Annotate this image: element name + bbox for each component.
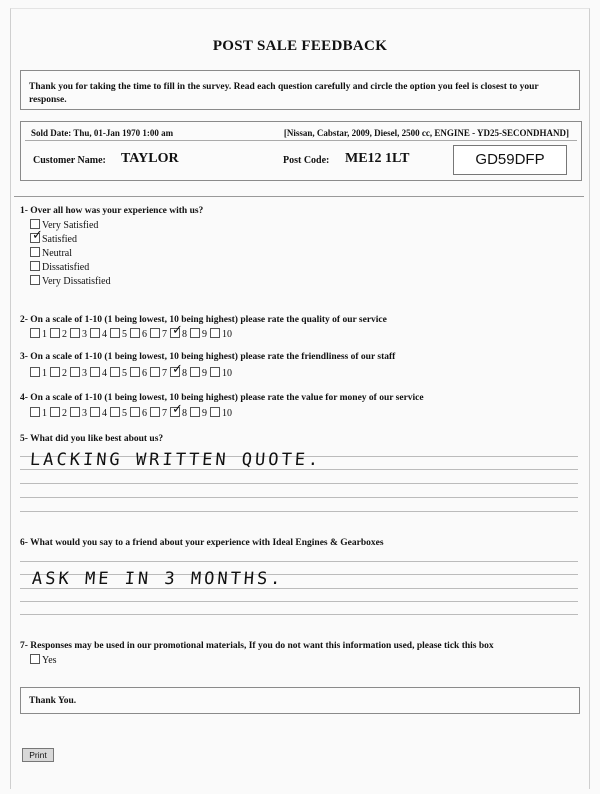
- checkbox[interactable]: [150, 328, 160, 338]
- customer-name-label: Customer Name:: [33, 155, 106, 166]
- checkbox[interactable]: [90, 328, 100, 338]
- checkbox[interactable]: [70, 407, 80, 417]
- thank-you-box: [20, 687, 580, 714]
- details-divider: [25, 140, 577, 141]
- checkbox[interactable]: [70, 328, 80, 338]
- checkbox[interactable]: [90, 367, 100, 377]
- q1-option-label: Very Satisfied: [42, 220, 99, 231]
- rating-option[interactable]: [90, 328, 107, 340]
- checkbox[interactable]: [190, 328, 200, 338]
- answer-line: [20, 497, 578, 498]
- rating-label: 8: [182, 329, 187, 340]
- intro-box: [20, 70, 580, 110]
- checkbox[interactable]: [110, 367, 120, 377]
- thank-you-text: Thank You.: [29, 696, 77, 706]
- rating-label: 8: [182, 368, 187, 379]
- checkbox[interactable]: [130, 367, 140, 377]
- rating-option[interactable]: [90, 407, 107, 419]
- checkbox[interactable]: [30, 275, 40, 285]
- rating-label: 9: [202, 368, 207, 379]
- checkbox[interactable]: [170, 402, 183, 417]
- checkbox[interactable]: [130, 407, 140, 417]
- q4-rating-scale: [30, 402, 235, 419]
- rating-label: 10: [222, 329, 232, 340]
- q1-option[interactable]: [30, 261, 89, 274]
- rating-option[interactable]: [150, 367, 167, 379]
- checkbox[interactable]: [150, 407, 160, 417]
- rating-option[interactable]: [150, 407, 167, 419]
- rating-option[interactable]: [150, 328, 167, 340]
- rating-label: 2: [62, 368, 67, 379]
- answer-line: [20, 561, 578, 562]
- rating-label: 10: [222, 408, 232, 419]
- rating-option[interactable]: [190, 367, 207, 379]
- checkbox[interactable]: [170, 323, 183, 338]
- rating-label: 6: [142, 329, 147, 340]
- checkbox[interactable]: [70, 367, 80, 377]
- checkbox[interactable]: [50, 407, 60, 417]
- rating-option[interactable]: [70, 407, 87, 419]
- rating-option[interactable]: [210, 407, 232, 419]
- checkmark-icon: ✓: [172, 402, 183, 417]
- rating-label: 1: [42, 368, 47, 379]
- question-1: 1- Over all how was your experience with us?: [20, 206, 204, 216]
- rating-option[interactable]: [110, 328, 127, 340]
- rating-option[interactable]: [30, 328, 47, 340]
- checkbox[interactable]: [30, 261, 40, 271]
- sold-date: Sold Date: Thu, 01-Jan 1970 1:00 am: [31, 128, 174, 138]
- rating-option[interactable]: [130, 367, 147, 379]
- checkbox[interactable]: [190, 407, 200, 417]
- checkmark-icon: ✓: [32, 228, 43, 243]
- rating-label: 1: [42, 329, 47, 340]
- post-code-value: ME12 1LT: [345, 151, 410, 166]
- answer-line: [20, 483, 578, 484]
- checkbox[interactable]: [210, 407, 220, 417]
- checkbox[interactable]: [110, 328, 120, 338]
- rating-label: 7: [162, 368, 167, 379]
- checkbox[interactable]: [110, 407, 120, 417]
- checkbox[interactable]: [190, 367, 200, 377]
- rating-label: 8: [182, 408, 187, 419]
- rating-label: 1: [42, 408, 47, 419]
- rating-label: 6: [142, 368, 147, 379]
- checkbox[interactable]: [170, 362, 183, 377]
- rating-label: 5: [122, 368, 127, 379]
- rating-label: 4: [102, 368, 107, 379]
- checkbox[interactable]: [30, 407, 40, 417]
- question-6: 6- What would you say to a friend about your experience with Ideal Engines & Gearboxes: [20, 538, 384, 548]
- rating-label: 3: [82, 368, 87, 379]
- q1-option-label: Satisfied: [42, 234, 77, 245]
- q1-option-label: Neutral: [42, 248, 72, 259]
- rating-option[interactable]: [170, 402, 187, 419]
- q7-option-label: Yes: [42, 655, 57, 666]
- rating-option[interactable]: [90, 367, 107, 379]
- rating-label: 9: [202, 329, 207, 340]
- question-3: 3- On a scale of 1-10 (1 being lowest, 10 being highest) please rate the friendliness of our staff: [20, 352, 396, 362]
- registration-plate: GD59DFP: [453, 145, 567, 175]
- rating-label: 5: [122, 408, 127, 419]
- q1-option-label: Dissatisfied: [42, 262, 90, 273]
- question-4: 4- On a scale of 1-10 (1 being lowest, 10 being highest) please rate the value for money of our service: [20, 393, 424, 403]
- rating-option[interactable]: [30, 367, 47, 379]
- checkbox[interactable]: [50, 367, 60, 377]
- rating-option[interactable]: [130, 328, 147, 340]
- checkbox[interactable]: [30, 247, 40, 257]
- checkbox[interactable]: [50, 328, 60, 338]
- rating-option[interactable]: [50, 367, 67, 379]
- rating-label: 2: [62, 329, 67, 340]
- rating-option[interactable]: [170, 323, 187, 340]
- rating-option[interactable]: [130, 407, 147, 419]
- q7-option-yes[interactable]: [30, 654, 57, 667]
- q1-option[interactable]: [30, 228, 77, 246]
- answer-line: [20, 511, 578, 512]
- rating-label: 4: [102, 408, 107, 419]
- rating-label: 9: [202, 408, 207, 419]
- rating-label: 3: [82, 329, 87, 340]
- checkbox[interactable]: [30, 654, 40, 664]
- q3-rating-scale: [30, 362, 235, 379]
- section-divider: [14, 196, 584, 197]
- q2-rating-scale: [30, 323, 235, 340]
- question-5: 5- What did you like best about us?: [20, 434, 164, 444]
- vehicle-description: [Nissan, Cabstar, 2009, Diesel, 2500 cc, ENGINE - YD25-SECONDHAND]: [283, 128, 569, 138]
- rating-label: 3: [82, 408, 87, 419]
- form-title: POST SALE FEEDBACK: [212, 38, 388, 54]
- rating-label: 10: [222, 368, 232, 379]
- q5-handwritten-answer[interactable]: LACKING WRITTEN QUOTE.: [29, 450, 322, 470]
- checkmark-icon: ✓: [172, 323, 183, 338]
- rating-label: 5: [122, 329, 127, 340]
- customer-name-value: TAYLOR: [121, 151, 179, 166]
- q1-option[interactable]: [30, 247, 72, 260]
- rating-label: 6: [142, 408, 147, 419]
- rating-option[interactable]: [110, 367, 127, 379]
- checkbox[interactable]: [150, 367, 160, 377]
- checkbox[interactable]: [30, 367, 40, 377]
- question-7: 7- Responses may be used in our promotional materials, If you do not want this information used, please tick this box: [20, 641, 494, 651]
- rating-option[interactable]: [210, 328, 232, 340]
- rating-option[interactable]: [170, 362, 187, 379]
- answer-line: [20, 601, 578, 602]
- sale-details-box: [20, 121, 582, 181]
- checkmark-icon: ✓: [172, 362, 183, 377]
- rating-option[interactable]: [50, 328, 67, 340]
- answer-line: [20, 614, 578, 615]
- rating-label: 4: [102, 329, 107, 340]
- checkbox[interactable]: [90, 407, 100, 417]
- q6-handwritten-answer[interactable]: ASK ME IN 3 MONTHS.: [31, 569, 285, 589]
- question-2: 2- On a scale of 1-10 (1 being lowest, 10 being highest) please rate the quality of our service: [20, 315, 387, 325]
- checkbox[interactable]: [210, 328, 220, 338]
- q1-option-label: Very Dissatisfied: [42, 276, 111, 287]
- rating-option[interactable]: [210, 367, 232, 379]
- rating-label: 7: [162, 329, 167, 340]
- rating-option[interactable]: [190, 407, 207, 419]
- rating-option[interactable]: [190, 328, 207, 340]
- checkbox[interactable]: [210, 367, 220, 377]
- q1-option[interactable]: [30, 275, 111, 288]
- rating-option[interactable]: [50, 407, 67, 419]
- rating-option[interactable]: [30, 407, 47, 419]
- post-code-label: Post Code:: [283, 155, 330, 166]
- rating-option[interactable]: [70, 367, 87, 379]
- checkbox[interactable]: [30, 228, 43, 243]
- checkbox[interactable]: [130, 328, 140, 338]
- rating-option[interactable]: [110, 407, 127, 419]
- checkbox[interactable]: [30, 328, 40, 338]
- rating-label: 2: [62, 408, 67, 419]
- intro-text: Thank you for taking the time to fill in the survey. Read each question carefully and circle the option you feel is closest to your response.: [29, 82, 539, 105]
- rating-option[interactable]: [70, 328, 87, 340]
- print-button[interactable]: Print: [22, 748, 54, 762]
- rating-label: 7: [162, 408, 167, 419]
